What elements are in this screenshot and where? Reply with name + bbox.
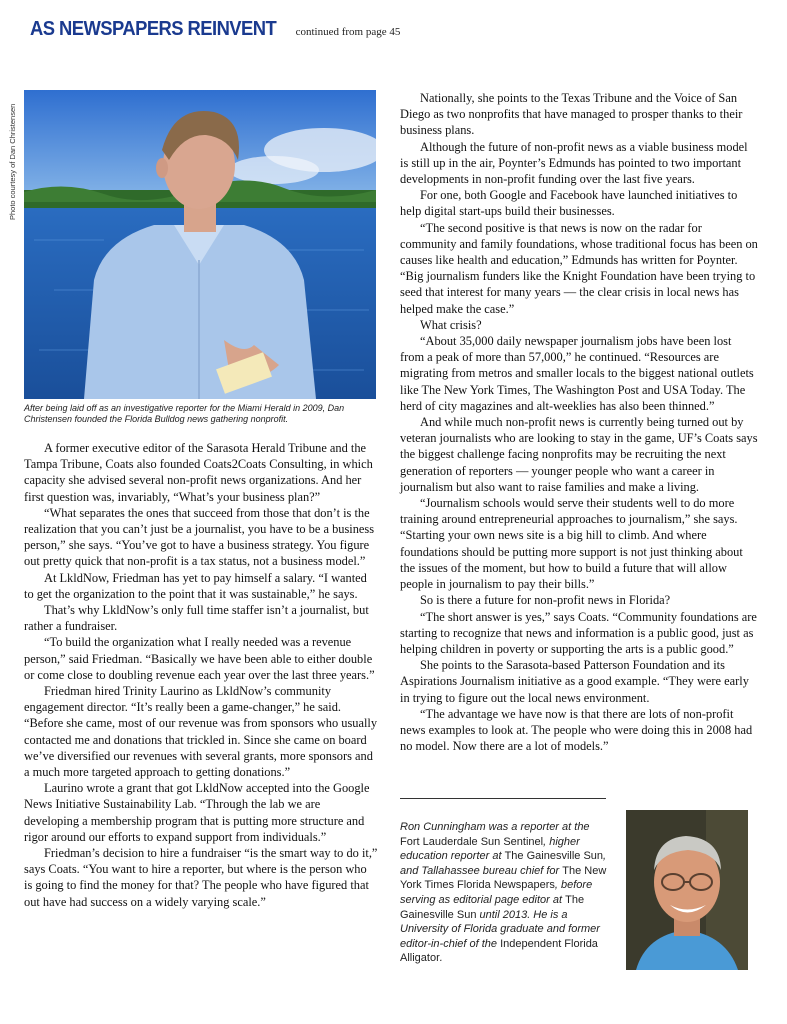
paragraph: For one, both Google and Facebook have launched initiatives to help digital start-ups build their businesses. xyxy=(400,188,738,219)
photo-credit-text: Photo courtesy of Dan Christensen xyxy=(8,103,17,220)
bio-org: The Gainesville Sun xyxy=(400,893,585,921)
article-column-left xyxy=(24,440,378,910)
bio-org: The Gainesville Sun xyxy=(504,850,604,863)
paragraph: “Journalism schools would serve their students well to do more training around entrepreneurial approaches to journalism,” she says. “Starting your own news site is a big hill to climb. And where foundations should be putting more support is not just thinking about the issues of the moment, but how to build a future that will allow people in journalism to pay their bills.” xyxy=(400,496,743,592)
paragraph: “To build the organization what I really needed was a revenue person,” said Friedman. “Basically we have been able to either double or come close to doubling revenue each year over the last three years.” xyxy=(24,635,375,682)
bio-text: , and Tallahassee bureau chief for xyxy=(400,850,607,877)
author-bio xyxy=(400,820,612,966)
paragraph: She points to the Sarasota-based Patterson Foundation and its Aspirations Journalism initiative as a good example. “They were early in trying to figure out the local news environment. xyxy=(400,658,749,705)
bio-text: , higher education reporter at xyxy=(400,835,580,863)
paragraph: A former executive editor of the Sarasota Herald Tribune and the Tampa Tribune, Coats also founded Coats2Coats Consulting, in which capacity she advised several non-profit news organizations. And her first question was, invariably, “What’s your business plan?” xyxy=(24,441,373,504)
paragraph: That’s why LkldNow’s only full time staffer isn’t a journalist, but rather a fundraiser. xyxy=(24,603,369,634)
paragraph: “About 35,000 daily newspaper journalism jobs have been lost from a peak of more than 57,000,” he continued. “Resources are migrating from metros and smaller locals to the biggest national outlets like The New York Times, The Washington Post and USA Today. The herd of city magazines and alt-weeklies has also been thinned.” xyxy=(400,334,754,413)
paragraph: Laurino wrote a grant that got LkldNow accepted into the Google News Initiative Sustainability Lab. “Through the lab we are developing a membership program that is putting more structure and rigor around our efforts to expand support from individuals.” xyxy=(24,781,370,844)
paragraph: Although the future of non-profit news as a viable business model is still up in the air, Poynter’s Edmunds has pointed to two important developments in non-profit funding over the last five years. xyxy=(400,139,748,187)
bio-org: Fort Lauderdale Sun Sentinel xyxy=(400,835,544,848)
author-photo xyxy=(626,810,748,970)
main-photo xyxy=(24,90,376,399)
divider xyxy=(400,798,606,799)
page-header xyxy=(30,18,400,41)
bio-org: Independent Florida Alligator xyxy=(400,937,598,965)
bio-text: , before serving as editorial page editor at xyxy=(400,879,593,906)
paragraph: “The second positive is that news is now on the radar for community and family foundations, whose traditional focus has been on causes like health and education,” Edmunds has written for Poynter. “Big journalism funders like the Knight Foundation have been trying to seed that interest for many years — the clear crisis in local news has helped make the case.” xyxy=(400,220,758,316)
bio-text: Ron Cunningham was a reporter at the xyxy=(400,821,590,833)
section-title: AS NEWSPAPERS REINVENT xyxy=(30,18,277,40)
author-portrait-illustration xyxy=(626,810,748,970)
man-by-water-illustration xyxy=(24,90,376,399)
article-column-right xyxy=(400,90,758,754)
paragraph: “The advantage we have now is that there are lots of non-profit news examples to look at. The people who were doing this in 2008 had no model. Now there are a lot of models.” xyxy=(400,706,753,754)
paragraph: Friedman hired Trinity Laurino as LkldNow’s community engagement director. “It’s really been a game-changer,” he said. “Before she came, most of our revenue was from sponsors who usually contacted me and donations that trickled in. Since she came on board we’ve diversified our revenues with several grants, more sponsors and a much more targeted approach to getting donations.” xyxy=(24,684,378,780)
paragraph: What crisis? xyxy=(420,317,482,332)
paragraph: So is there a future for non-profit news in Florida? xyxy=(420,593,671,608)
bio-text: until 2013. He is a University of Florida graduate and former editor-in-chief of the xyxy=(400,908,600,950)
continued-note: continued from page 45 xyxy=(295,26,401,38)
paragraph: “What separates the ones that succeed from those that don’t is the realization that you can’t just be a journalist, you have to be a business person,” she says. “You’ve got to have a business strategy. You figure out pretty quick that non-profit is a tax status, not a business model.” xyxy=(24,505,375,569)
photo-caption: After being laid off as an investigative reporter for the Miami Herald in 2009, Dan Christensen founded the Florida Bulldog news gathering nonprofit. xyxy=(24,403,345,424)
photo-credit xyxy=(8,90,20,220)
bio-text: . xyxy=(439,952,443,965)
paragraph: Friedman’s decision to hire a fundraiser “is the smart way to do it,” says Coats. “You want to hire a reporter, but where is the person who is going to find the money for that? The people who have figured that out have had success on a widely varying scale.” xyxy=(24,846,378,909)
paragraph: “The short answer is yes,” says Coats. “Community foundations are starting to recognize that news and information is a public good, just as helping children in poverty or supporting the arts is a public good.” xyxy=(400,609,757,656)
bio-org: The New York Times Florida Newspapers xyxy=(400,864,607,892)
paragraph: And while much non-profit news is currently being turned out by veteran journalists who are looking to stay in the game, UF’s Coats says the biggest challenge facing nonprofits may be recruiting the next generation of reporters — younger people who want a career in journalism but also want to raise families and make a living. xyxy=(400,415,758,494)
paragraph: Nationally, she points to the Texas Tribune and the Voice of San Diego as two nonprofits that have managed to prosper thanks to their business plans. xyxy=(400,91,743,138)
paragraph: At LkldNow, Friedman has yet to pay himself a salary. “I wanted to get the organization to the point that it was sustainable,” he says. xyxy=(24,570,367,601)
